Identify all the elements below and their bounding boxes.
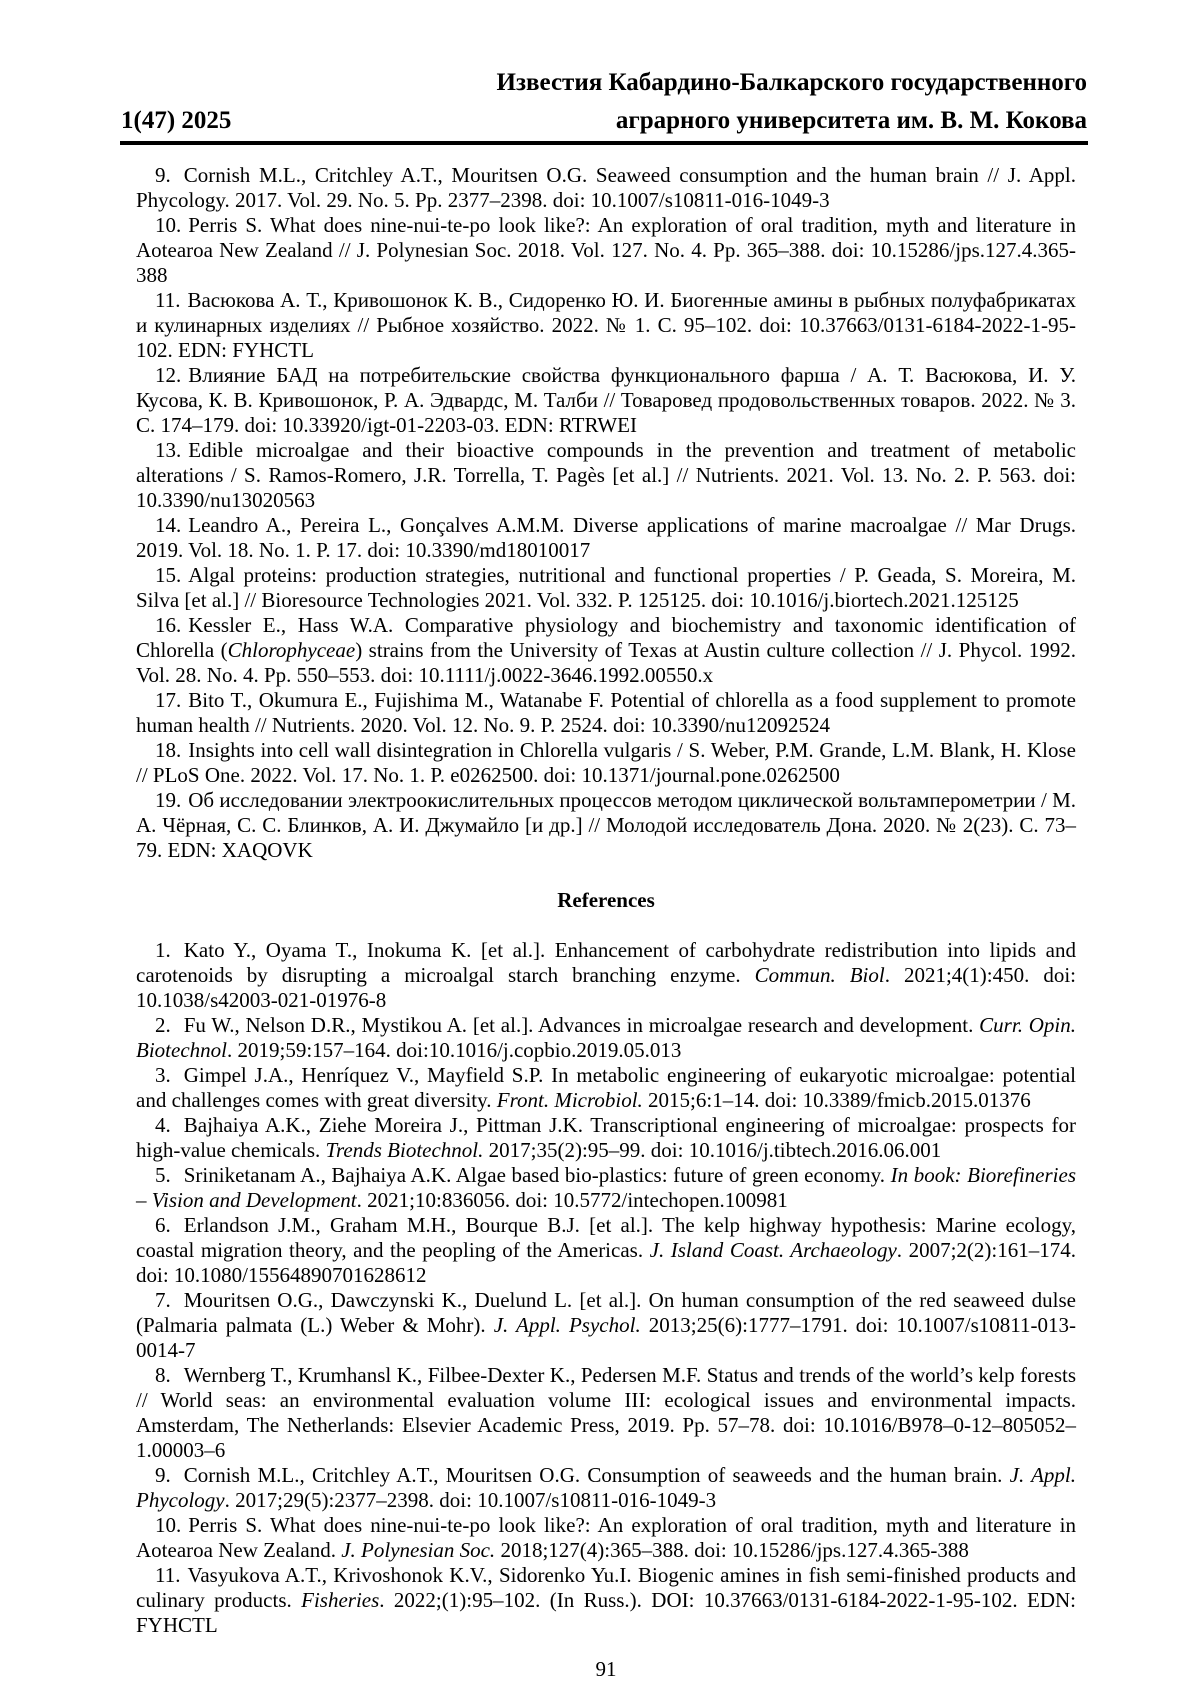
reference-number: 12. (155, 363, 182, 387)
reference-text: Fu W., Nelson D.R., Mystikou A. [et al.]. Advances in microalgae research and development. (183, 1013, 980, 1037)
reference-text: Васюкова А. Т., Кривошонок К. В., Сидоренко Ю. И. Биогенные амины в рыбных полуфабрикатах и кулинарных изделиях // Рыбное хозяйство. 2022. № 1. С. 95–102. doi: 10.37663/0131-6184-2022-1-95-102. EDN: FYHCTL (136, 288, 1076, 362)
reference-number: 10. (155, 213, 182, 237)
reference-item (136, 1288, 1076, 1363)
reference-item (136, 1213, 1076, 1288)
reference-text: Edible microalgae and their bioactive compounds in the prevention and treatment of metabolic alterations / S. Ramos-Romero, J.R. Torrella, T. Pagès [et al.] // Nutrients. 2021. Vol. 13. No. 2. P. 563. doi: 10.3390/nu13020563 (136, 438, 1076, 512)
reference-text: Erlandson J.M., Graham M.H., Bourque B.J. [et al.]. The kelp highway hypothesis: Marine ecology, coastal migration theory, and the peopling of the Americas. (136, 1213, 1076, 1262)
reference-item (136, 1063, 1076, 1113)
reference-number: 4. (155, 1113, 171, 1137)
reference-number: 13. (155, 438, 182, 462)
reference-item (136, 1363, 1076, 1463)
reference-item (136, 938, 1076, 1013)
reference-number: 15. (155, 563, 182, 587)
reference-text: Mouritsen O.G., Dawczynski K., Duelund L. [et al.]. On human consumption of the red seaweed dulse (Palmaria palmata (L.) Weber & Mohr). (136, 1288, 1076, 1337)
reference-item (136, 163, 1076, 213)
reference-text: Insights into cell wall disintegration in Chlorella vulgaris / S. Weber, P.M. Grande, L.M. Blank, H. Klose // PLoS One. 2022. Vol. 17. No. 1. P. e0262500. doi: 10.1371/journal.pone.0262500 (136, 738, 1076, 787)
reference-text: Kessler E., Hass W.A. Comparative physiology and biochemistry and taxonomic identification of Chlorella ( (136, 613, 1076, 662)
reference-number: 11. (155, 1563, 181, 1587)
reference-text: . 2017;29(5):2377–2398. doi: 10.1007/s10811-016-1049-3 (224, 1488, 717, 1512)
reference-text: Bito T., Okumura E., Fujishima M., Watanabe F. Potential of chlorella as a food supplement to promote human health // Nutrients. 2020. Vol. 12. No. 9. P. 2524. doi: 10.3390/nu12092524 (136, 688, 1076, 737)
literature-list (136, 163, 1076, 863)
reference-number: 11. (155, 288, 181, 312)
reference-number: 9. (155, 1463, 171, 1487)
reference-number: 6. (155, 1213, 171, 1237)
journal-name-italic: Front. Microbiol. (496, 1088, 643, 1112)
journal-title (497, 64, 1087, 140)
reference-item (136, 513, 1076, 563)
reference-text: Wernberg T., Krumhansl K., Filbee-Dexter K., Pedersen M.F. Status and trends of the world’s kelp forests // World seas: an environmental evaluation volume III: ecological issues and environmental impacts. Amsterdam, The Netherlands: Elsevier Academic Press, 2019. Pp. 57–78. doi: 10.1016/B978–0-12–805052–1.00003–6 (136, 1363, 1076, 1462)
reference-number: 19. (155, 788, 182, 812)
reference-number: 8. (155, 1363, 171, 1387)
references-list (136, 938, 1076, 1638)
reference-text: 2013;25(6):1777–1791. doi: 10.1007/s10811-013-0014-7 (136, 1313, 1076, 1362)
issue-number: 1(47) 2025 (121, 107, 232, 134)
reference-number: 17. (155, 688, 182, 712)
reference-text: . 2007;2(2):161–174. doi: 10.1080/15564890701628612 (136, 1238, 1076, 1287)
journal-title-line1: Известия Кабардино-Балкарского государственного (496, 69, 1087, 96)
reference-text: Leandro A., Pereira L., Gonçalves A.M.M. Diverse applications of marine macroalgae // Mar Drugs. 2019. Vol. 18. No. 1. P. 17. doi: 10.3390/md18010017 (136, 513, 1076, 562)
reference-text: Gimpel J.A., Henríquez V., Mayfield S.P. In metabolic engineering of eukaryotic microalgae: potential and challenges comes with great diversity. (136, 1063, 1076, 1112)
reference-item (136, 213, 1076, 288)
reference-text: 2017;35(2):95–99. doi: 10.1016/j.tibtech.2016.06.001 (483, 1138, 942, 1162)
reference-item (136, 1013, 1076, 1063)
reference-number: 7. (155, 1288, 171, 1312)
page-number: 91 (595, 1657, 617, 1681)
reference-item (136, 738, 1076, 788)
header-rule (120, 141, 1088, 145)
reference-item (136, 1113, 1076, 1163)
reference-item (136, 288, 1076, 363)
reference-text: . 2021;10:836056. doi: 10.5772/intechopen.100981 (356, 1188, 788, 1212)
journal-name-italic: J. Polynesian Soc. (341, 1538, 496, 1562)
reference-item (136, 688, 1076, 738)
reference-text: ) strains from the University of Texas at Austin culture collection // J. Phycol. 1992. Vol. 28. No. 4. Pp. 550–553. doi: 10.1111/j.0022-3646.1992.00550.x (136, 638, 1077, 687)
reference-text: Cornish M.L., Critchley A.T., Mouritsen O.G. Seaweed consumption and the human brain // J. Appl. Phycology. 2017. Vol. 29. No. 5. Pp. 2377–2398. doi: 10.1007/s10811-016-1049-3 (136, 163, 1076, 212)
journal-name-italic: J. Appl. Phycology (136, 1463, 1076, 1512)
reference-text: Об исследовании электроокислительных процессов методом циклической вольтамперометрии / М. А. Чёрная, С. С. Блинков, А. И. Джумайло [и др.] // Молодой исследователь Дона. 2020. № 2(23). С. 73–79. EDN: XAQOVK (136, 788, 1076, 862)
journal-name-italic: J. Appl. Psychol. (493, 1313, 641, 1337)
journal-name-italic: In book: Biorefineries – Vision and Development (136, 1163, 1076, 1212)
reference-text: 2015;6:1–14. doi: 10.3389/fmicb.2015.01376 (642, 1088, 1031, 1112)
reference-text: Vasyukova A.T., Krivoshonok K.V., Sidorenko Yu.I. Biogenic amines in fish semi-finished products and culinary products. (136, 1563, 1076, 1612)
reference-item (136, 1163, 1076, 1213)
journal-name-italic: J. Island Coast. Archaeology (649, 1238, 897, 1262)
reference-number: 1. (155, 938, 171, 962)
reference-number: 14. (155, 513, 182, 537)
journal-name-italic: Chlorophyceae (227, 638, 356, 662)
reference-item (136, 563, 1076, 613)
reference-text: . 2021;4(1):450. doi: 10.1038/s42003-021-01976-8 (136, 963, 1076, 1012)
reference-number: 5. (155, 1163, 171, 1187)
journal-name-italic: Curr. Opin. Biotechnol (136, 1013, 1076, 1062)
reference-text: 2018;127(4):365–388. doi: 10.15286/jps.127.4.365-388 (495, 1538, 969, 1562)
page-footer (136, 1657, 1076, 1682)
reference-item (136, 1513, 1076, 1563)
reference-text: Kato Y., Oyama T., Inokuma K. [et al.]. Enhancement of carbohydrate redistribution into lipids and carotenoids by disrupting a microalgal starch branching enzyme. (136, 938, 1076, 987)
reference-text: Bajhaiya A.K., Ziehe Moreira J., Pittman J.K. Transcriptional engineering of microalgae: prospects for high-value chemicals. (136, 1113, 1076, 1162)
reference-text: Cornish M.L., Critchley A.T., Mouritsen O.G. Consumption of seaweeds and the human brain. (183, 1463, 1010, 1487)
reference-text: Perris S. What does nine-nui-te-po look like?: An exploration of oral tradition, myth and literature in Aotearoa New Zealand // J. Polynesian Soc. 2018. Vol. 127. No. 4. Pp. 365–388. doi: 10.15286/jps.127.4.365-388 (136, 213, 1076, 287)
reference-item (136, 1563, 1076, 1638)
page-content (136, 163, 1076, 1682)
reference-text: Perris S. What does nine-nui-te-po look like?: An exploration of oral tradition, myth and literature in Aotearoa New Zealand. (136, 1513, 1076, 1562)
journal-name-italic: Commun. Biol (754, 963, 885, 987)
reference-number: 9. (155, 163, 171, 187)
reference-number: 2. (155, 1013, 171, 1037)
reference-text: . 2022;(1):95–102. (In Russ.). DOI: 10.37663/0131-6184-2022-1-95-102. EDN: FYHCTL (136, 1588, 1076, 1637)
reference-number: 18. (155, 738, 182, 762)
reference-number: 16. (155, 613, 182, 637)
reference-text: Sriniketanam A., Bajhaiya A.K. Algae based bio-plastics: future of green economy. (183, 1163, 891, 1187)
reference-text: Влияние БАД на потребительские свойства функционального фарша / А. Т. Васюкова, И. У. Кусова, К. В. Кривошонок, Р. А. Эдвардс, М. Талби // Товаровед продовольственных товаров. 2022. № 3. С. 174–179. doi: 10.33920/igt-01-2203-03. EDN: RTRWEI (136, 363, 1076, 437)
journal-title-line2: аграрного университета им. В. М. Кокова (615, 107, 1087, 134)
reference-item (136, 438, 1076, 513)
reference-item (136, 788, 1076, 863)
reference-item (136, 613, 1076, 688)
reference-item (136, 1463, 1076, 1513)
reference-number: 10. (155, 1513, 182, 1537)
reference-text: . 2019;59:157–164. doi:10.1016/j.copbio.2019.05.013 (226, 1038, 682, 1062)
journal-name-italic: Fisheries (301, 1588, 380, 1612)
reference-number: 3. (155, 1063, 171, 1087)
journal-name-italic: Trends Biotechnol. (325, 1138, 484, 1162)
references-heading: References (557, 888, 655, 912)
reference-item (136, 363, 1076, 438)
reference-text: Algal proteins: production strategies, nutritional and functional properties / P. Geada, S. Moreira, M. Silva [et al.] // Bioresource Technologies 2021. Vol. 332. P. 125125. doi: 10.1016/j.biortech.2021.125125 (136, 563, 1076, 612)
